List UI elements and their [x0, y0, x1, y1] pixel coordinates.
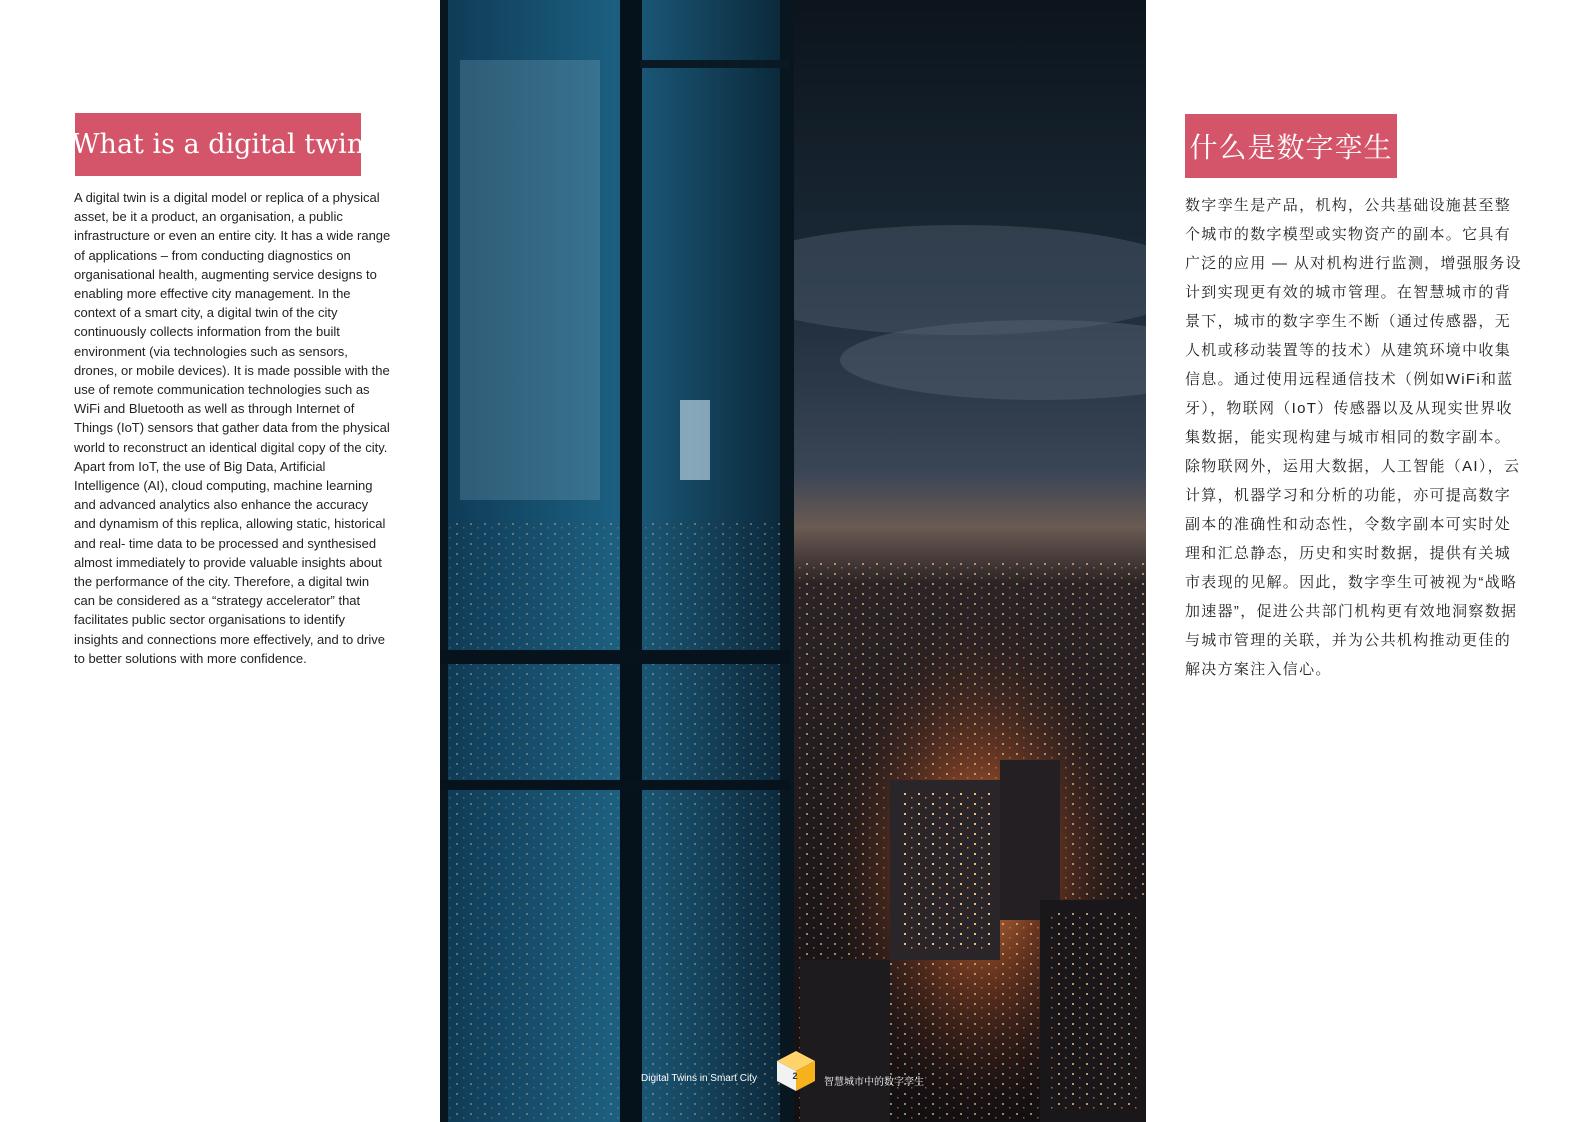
footer-english-title: Digital Twins in Smart City	[641, 1073, 757, 1084]
page-number: 2	[792, 1071, 798, 1081]
english-paragraph: A digital twin is a digital model or replica of a physical asset, be it a product, an organisation, a public infrastructure or even an entire city. It has a wide range of applications – from conducting diagnostics on organisational health, augmenting service designs to enabling more effective city management. In the context of a smart city, a digital twin of the city continuously collects information from the built environment (via technologies such as sensors, drones, or mobile devices). It is made possible with the use of remote communication technologies such as WiFi and Bluetooth as well as through Internet of Things (IoT) sensors that gather data from the physical world to reconstruct an identical digital copy of the city. Apart from IoT, the use of Big Data, Artificial Intelligence (AI), cloud computing, machine learning and advanced analytics also enhance the accuracy and dynamism of this replica, allowing static, historical and real- time data to be processed and synthesised almost immediately to provide valuable insights about the performance of the city. Therefore, a digital twin can be considered as a “strategy accelerator” that facilitates public sector organisations to identify insights and connections more effectively, and to drive to better solutions with more confidence.	[74, 190, 391, 666]
city-night-photo	[440, 0, 1146, 1122]
chinese-paragraph: 数字孪生是产品，机构，公共基础设施甚至整个城市的数字模型或实物资产的副本。它具有广泛的应用 — 从对机构进行监测，增强服务设计到实现更有效的城市管理。在智慧城市的背景下，城市的数字孪生不断（通过传感器，无人机或移动装置等的技术）从建筑环境中收集信息。通过使用远程通信技术（例如WiFi和蓝牙），物联网（IoT）传感器以及从现实世界收集数据，能实现构建与城市相同的数字副本。除物联网外，运用大数据，人工智能（AI），云计算，机器学习和分析的功能，亦可提高数字副本的准确性和动态性，令数字副本可实时处理和汇总静态，历史和实时数据，提供有关城市表现的见解。因此，数字孪生可被视为“战略加速器”，促进公共部门机构更有效地洞察数据与城市管理的关联，并为公共机构推动更佳的解决方案注入信心。	[1185, 197, 1522, 678]
chinese-section-title: 什么是数字孪生	[1185, 114, 1397, 178]
english-section-title: What is a digital twin	[75, 113, 361, 176]
footer-chinese-title: 智慧城市中的数字孪生	[824, 1077, 924, 1088]
